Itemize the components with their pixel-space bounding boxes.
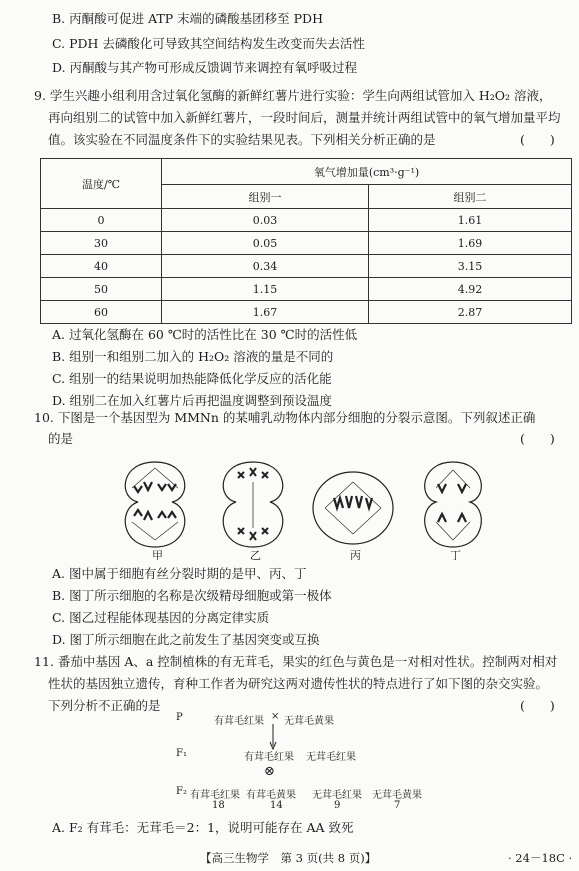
- cell-yi: [223, 462, 282, 547]
- f2-count: 14: [270, 800, 283, 811]
- f2-count: 9: [334, 800, 341, 811]
- table-cell: 0.05: [162, 232, 369, 255]
- q9-data-table: [40, 158, 572, 324]
- f1-generation-label: F₁: [176, 748, 187, 759]
- p-generation-label: P: [176, 712, 183, 723]
- table-cell: 0.03: [162, 209, 369, 232]
- cell-division-figure: [110, 452, 510, 560]
- q11-stem-line1: 11. 番茄中基因 A、a 控制植株的有无茸毛，果实的红色与黄色是一对相对性状。控制两对相对: [34, 654, 558, 669]
- table-cell: 0: [41, 209, 162, 232]
- q9-option-c: C. 组别一的结果说明加热能降低化学反应的活化能: [52, 371, 332, 386]
- table-row: [41, 278, 572, 301]
- q9-option-d: D. 组别二在加入红薯片后再把温度调整到预设温度: [52, 393, 333, 408]
- f2-count: 7: [394, 800, 401, 811]
- q11-stem-line2: 性状的基因独立遗传，育种工作者为研究这两对遗传性状的特点进行了如下图的杂交实验。: [48, 676, 549, 691]
- q9-stem-line2: 再向组别二的试管中加入新鲜红薯片，一段时间后，测量并统计两组试管中的氧气增加量平均: [48, 110, 561, 125]
- cell-bing: [313, 472, 393, 544]
- table-cell: 1.61: [369, 209, 572, 232]
- q9-option-b: B. 组别一和组别二加入的 H₂O₂ 溶液的量是不同的: [52, 349, 334, 364]
- q11-option-a: A. F₂ 有茸毛：无茸毛＝2：1，说明可能存在 AA 致死: [52, 820, 354, 835]
- table-row: [41, 232, 572, 255]
- table-cell: 2.87: [369, 301, 572, 324]
- table-header-temperature: 温度/℃: [41, 159, 162, 209]
- q11-answer-paren: ( ): [520, 698, 555, 713]
- cell-label-ding: 丁: [450, 549, 461, 560]
- f2-generation-label: F₂: [176, 786, 187, 797]
- down-arrow-icon: [268, 724, 278, 750]
- f2-phenotype: 有茸毛红果: [190, 790, 240, 801]
- cell-label-jia: 甲: [152, 549, 163, 560]
- page-footer-center: 【高三生物学 第 3 页(共 8 页)】: [200, 851, 377, 865]
- q8-option-d: D. 丙酮酸与其产物可形成反馈调节来调控有氧呼吸过程: [52, 60, 358, 75]
- table-cell: 3.15: [369, 255, 572, 278]
- q11-stem-line3: 下列分析不正确的是: [48, 698, 161, 713]
- table-cell: 1.69: [369, 232, 572, 255]
- q10-option-b: B. 图丁所示细胞的名称是次级精母细胞或第一极体: [52, 588, 332, 603]
- q10-stem-line1: 10. 下图是一个基因型为 MMNn 的某哺乳动物体内部分细胞的分裂示意图。下列叙述正确: [34, 410, 536, 425]
- q8-option-b: B. 丙酮酸可促进 ATP 末端的磷酸基团移至 PDH: [52, 11, 323, 26]
- table-cell: 60: [41, 301, 162, 324]
- f2-phenotype: 有茸毛黄果: [246, 790, 296, 801]
- p-parent1: 有茸毛红果: [214, 716, 264, 727]
- cross-symbol: ×: [271, 711, 280, 722]
- table-subheader-group1: 组别一: [162, 185, 369, 209]
- table-cell: 4.92: [369, 278, 572, 301]
- q8-option-c: C. PDH 去磷酸化可导致其空间结构发生改变而失去活性: [52, 36, 365, 51]
- p-parent2: 无茸毛黄果: [284, 716, 334, 727]
- f2-phenotype: 无茸毛红果: [312, 790, 362, 801]
- page-footer-code: · 24－18C ·: [508, 851, 573, 865]
- table-cell: 40: [41, 255, 162, 278]
- f1-phenotype-b: 无茸毛红果: [306, 752, 356, 763]
- cell-label-yi: 乙: [250, 549, 261, 560]
- f2-count: 18: [212, 800, 225, 811]
- table-cell: 1.15: [162, 278, 369, 301]
- f2-phenotype: 无茸毛黄果: [372, 790, 422, 801]
- table-cell: 50: [41, 278, 162, 301]
- table-header-oxygen: 氧气增加量(cm³·g⁻¹): [162, 159, 572, 185]
- cell-label-bing: 丙: [350, 549, 361, 560]
- table-row: [41, 301, 572, 324]
- q10-answer-paren: ( ): [520, 431, 555, 446]
- q9-stem-line1: 9. 学生兴趣小组利用含过氧化氢酶的新鲜红薯片进行实验：学生向两组试管加入 H₂O₂ 溶液，: [34, 88, 552, 103]
- table-cell: 1.67: [162, 301, 369, 324]
- table-row: [41, 209, 572, 232]
- table-row: [41, 255, 572, 278]
- q10-stem-line2: 的是: [48, 431, 74, 446]
- table-cell: 0.34: [162, 255, 369, 278]
- q10-option-c: C. 图乙过程能体现基因的分离定律实质: [52, 610, 270, 625]
- cell-jia: [125, 462, 184, 547]
- q10-option-d: D. 图丁所示细胞在此之前发生了基因突变或互换: [52, 632, 320, 647]
- cell-ding: [425, 462, 482, 547]
- q9-option-a: A. 过氧化氢酶在 60 ℃时的活性比在 30 ℃时的活性低: [52, 327, 358, 342]
- q10-option-a: A. 图中属于细胞有丝分裂时期的是甲、丙、丁: [52, 566, 307, 581]
- table-cell: 30: [41, 232, 162, 255]
- f1-phenotype-a: 有茸毛红果: [244, 752, 294, 763]
- q9-stem-line3: 值。该实验在不同温度条件下的实验结果见表。下列相关分析正确的是: [48, 132, 436, 147]
- q9-answer-paren: ( ): [520, 132, 555, 147]
- selfing-symbol: ⊗: [264, 764, 275, 779]
- table-subheader-group2: 组别二: [369, 185, 572, 209]
